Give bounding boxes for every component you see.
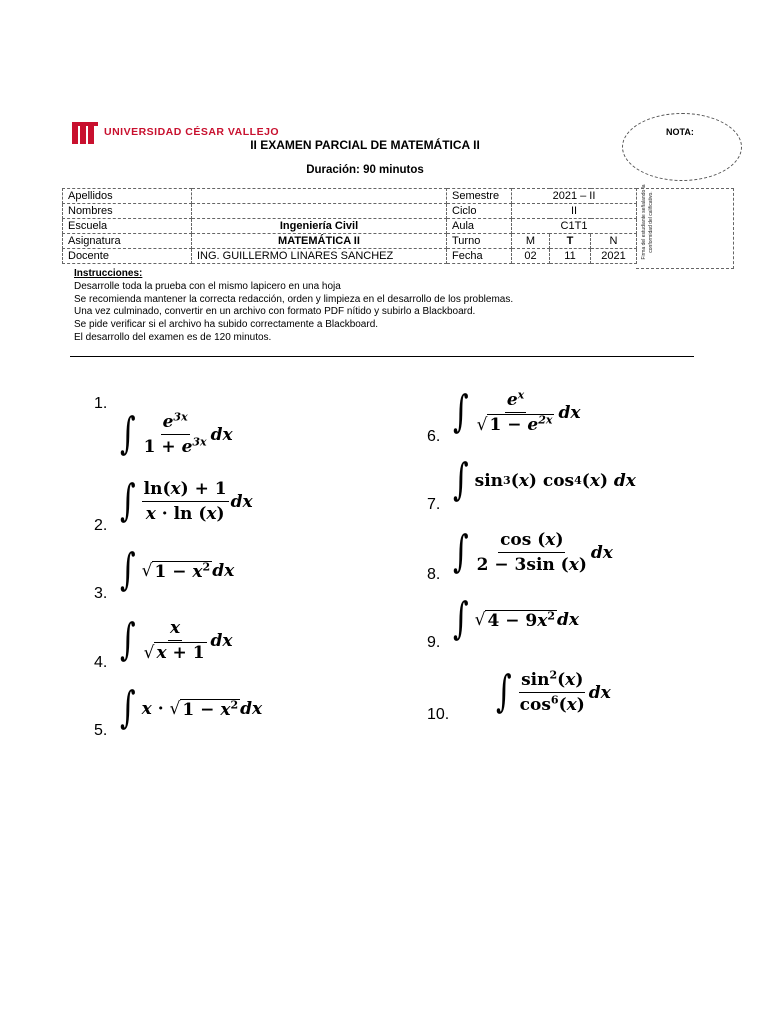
ciclo-label: Ciclo: [447, 204, 512, 219]
university-name: UNIVERSIDAD CÉSAR VALLEJO: [104, 126, 280, 138]
problem-number: 7.: [427, 496, 441, 513]
problem-number: 4.: [94, 654, 108, 671]
problem-number: 5.: [94, 722, 108, 739]
instruction-line: Se recomienda mantener la correcta redacción, orden y limpieza en el desarrollo de los problemas.: [74, 293, 514, 305]
table-row: [63, 249, 637, 264]
instructions: [74, 268, 513, 345]
nombres-field: [192, 204, 447, 219]
instruction-line: Una vez culminado, convertir en un archivo con formato PDF nítido y subirlo a Blackboard.: [74, 306, 476, 318]
problem-1-integral: ∫ $\frac{e^{3x}}{1 + e^{3x}}$ dx: [120, 408, 233, 460]
fecha-label: Fecha: [447, 249, 512, 264]
problem-4-integral: ∫ $\frac{x}{√ x + 1}$ dx: [120, 614, 233, 666]
problem-number: 6.: [427, 428, 441, 445]
nombres-label: Nombres: [63, 204, 192, 219]
problem-3-integral: ∫ √ $1 - x^2$ dx: [120, 544, 235, 596]
problem-8-integral: ∫ $\frac{\cos (x)}{2 - 3\sin (x)}$ dx: [453, 526, 613, 578]
problem-number: 1.: [94, 395, 108, 412]
problem-number: 10.: [427, 706, 450, 723]
table-row: [63, 234, 637, 249]
apellidos-field: [192, 189, 447, 204]
instructions-title: Instrucciones:: [74, 268, 143, 279]
table-row: [63, 189, 637, 204]
problem-10-integral: ∫ $\frac{\sin^2(x)}{\cos^6(x)}$ dx: [496, 666, 611, 718]
problem-number: 8.: [427, 566, 441, 583]
apellidos-label: Apellidos: [63, 189, 192, 204]
ciclo-value: II: [512, 204, 637, 219]
problem-9-integral: ∫ √ $4 - 9x^2$ dx: [453, 593, 580, 645]
signature-caption: Firma del estudiante señalando la conformidad del calificativo.: [641, 184, 654, 260]
problem-number: 9.: [427, 634, 441, 651]
nota-label: NOTA:: [666, 127, 694, 137]
turno-m: M: [512, 234, 550, 249]
docente-value: ING. GUILLERMO LINARES SANCHEZ: [192, 249, 447, 264]
problem-6-integral: ∫ $\frac{e^x}{√ 1 - e^{2x}}$ dx: [453, 386, 581, 438]
semestre-value: 2021 – II: [512, 189, 637, 204]
fecha-month: 11: [550, 249, 591, 264]
exam-duration: Duración: 90 minutos: [306, 164, 424, 176]
fecha-day: 02: [512, 249, 550, 264]
docente-label: Docente: [63, 249, 192, 264]
problem-7-integral: ∫ sin 3 ( x ) cos 4 ( x ) dx: [453, 454, 636, 506]
nota-oval: [622, 113, 742, 181]
table-row: [63, 219, 637, 234]
instruction-line: Se pide verificar si el archivo ha subido correctamente a Blackboard.: [74, 319, 379, 331]
divider: [70, 356, 694, 357]
aula-label: Aula: [447, 219, 512, 234]
escuela-value: Ingeniería Civil: [192, 219, 447, 234]
fecha-year: 2021: [591, 249, 637, 264]
problem-5-integral: ∫ x · √ $1 - x^2$ dx: [120, 682, 263, 734]
instruction-line: El desarrollo del examen es de 120 minutos.: [74, 331, 272, 343]
semestre-label: Semestre: [447, 189, 512, 204]
problem-2-integral: ∫ $\frac{\ln(x) + 1}{x \cdot \ln (x)}$ dx: [120, 475, 253, 527]
turno-n: N: [591, 234, 637, 249]
student-info-table: [62, 188, 637, 264]
asignatura-value: MATEMÁTICA II: [192, 234, 447, 249]
instruction-line: Desarrolle toda la prueba con el mismo lapicero en una hoja: [74, 280, 341, 292]
table-row: [63, 204, 637, 219]
problem-number: 3.: [94, 585, 108, 602]
aula-value: C1T1: [512, 219, 637, 234]
asignatura-label: Asignatura: [63, 234, 192, 249]
turno-t: T: [550, 234, 591, 249]
problem-number: 2.: [94, 517, 108, 534]
escuela-label: Escuela: [63, 219, 192, 234]
turno-label: Turno: [447, 234, 512, 249]
exam-title: II EXAMEN PARCIAL DE MATEMÁTICA II: [250, 138, 480, 152]
